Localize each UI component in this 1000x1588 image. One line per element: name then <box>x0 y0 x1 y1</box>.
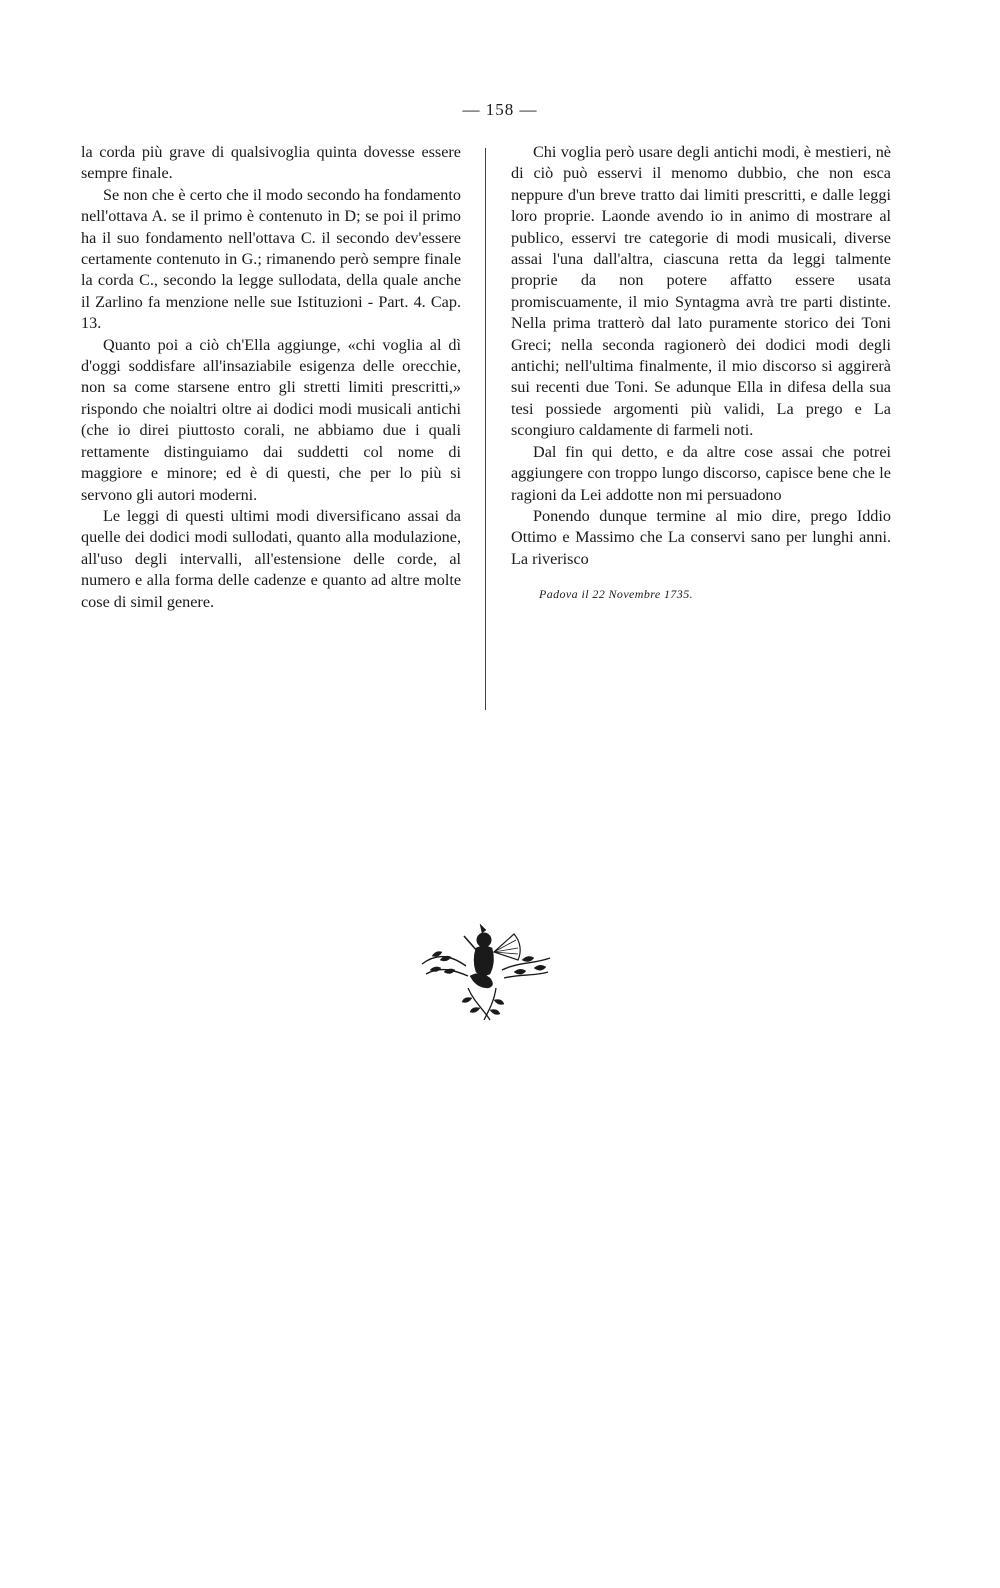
right-column <box>511 142 891 606</box>
left-column <box>81 142 461 613</box>
dateline: Padova il 22 Novembre 1735. <box>539 587 693 602</box>
page-number: — 158 — <box>462 100 538 119</box>
left-paragraph-1: la corda più grave di qualsivoglia quinta dovesse essere sempre finale. <box>81 143 461 183</box>
column-divider <box>485 148 486 710</box>
left-paragraph-2: Se non che è certo che il modo secondo ha fondamento nell'ottava A. se il primo è contenuto in D; se poi il primo ha il suo fondamento nell'ottava C. il secondo dev'essere certamente contenuto in G.; rimanendo però sempre finale la corda C., secondo la legge sullodata, della quale anche il Zarlino fa menzione nelle sue Istituzioni - Part. 4. Cap. 13. <box>81 185 461 333</box>
right-paragraph-2: Dal fin qui detto, e da altre cose assai che potrei aggiungere con troppo lungo discorso, capisce bene che le ragioni da Lei addotte non mi persuadono <box>511 442 891 504</box>
cherub-ornament-icon <box>418 912 554 1024</box>
left-paragraph-4: Le leggi di questi ultimi modi diversificano assai da quelle dei dodici modi sullodati, quanto alla modulazione, all'uso degli intervalli, all'estensione delle corde, al numero e alla forma delle cadenze e quanto ad altre molte cose di simil genere. <box>81 506 461 611</box>
right-paragraph-3: Ponendo dunque termine al mio dire, prego Iddio Ottimo e Massimo che La conservi sano per lunghi anni. La riverisco <box>511 506 891 568</box>
right-paragraph-1: Chi voglia però usare degli antichi modi, è mestieri, nè di ciò può esservi il menomo dubbio, che non esca neppure d'un breve tratto dai limiti prescritti, e dalle leggi loro proprie. Laonde avendo io in animo di mostrare al publico, esservi tre categorie di modi musicali, diverse assai l'una dall'altra, ciascuna retta da leggi talmente proprie da non potere affatto essere usata promiscuamente, il mio Syntagma avrà tre parti distinte. Nella prima tratterò dal lato puramente storico dei Toni Greci; nella seconda ragionerò dei dodici modi degli antichi; nell'ultima finalmente, il mio discorso si aggirerà sui recenti due Toni. Se adunque Ella in difesa della sua tesi possiede argomenti più validi, La prego e La scongiuro caldamente di farmeli noti. <box>511 143 891 440</box>
left-paragraph-3: Quanto poi a ciò ch'Ella aggiunge, «chi voglia al dì d'oggi soddisfare all'insaziabile esigenza delle orecchie, non sa come starsene entro gli stretti limiti prescritti,» rispondo che noialtri oltre ai dodici modi musicali antichi (che io direi piuttosto corali, ne abbiamo due i quali rettamente distinguiamo dai suddetti col nome di maggiore e minore; ed è di questi, che per lo più si servono gli autori moderni. <box>81 335 461 504</box>
